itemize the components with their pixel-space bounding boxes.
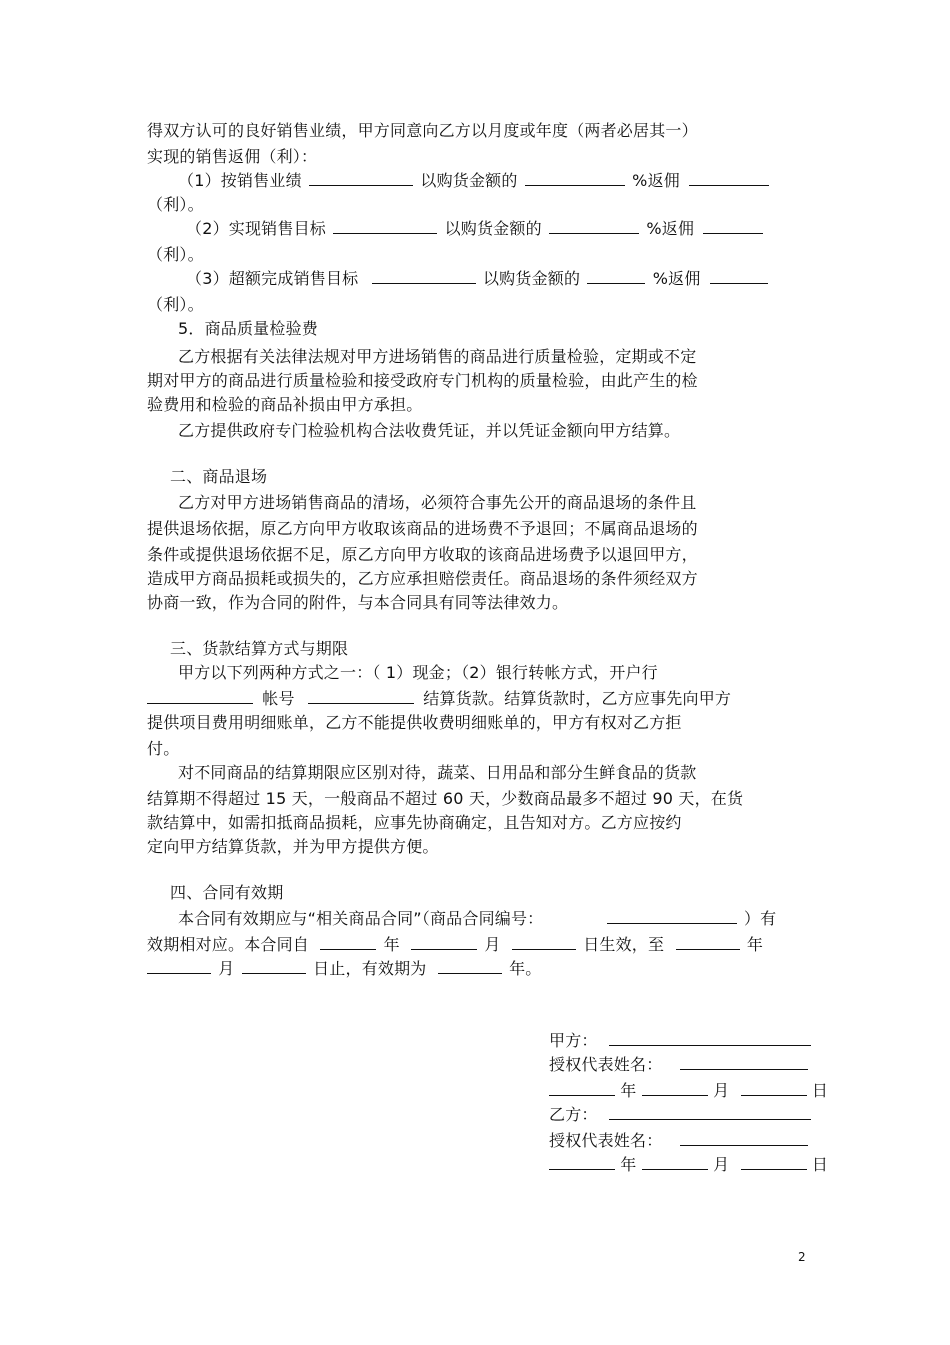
validity-line-1 xyxy=(178,908,776,930)
blank-sales-amount-1[interactable] xyxy=(309,170,413,186)
validity-line-2 xyxy=(147,934,763,956)
quality-p1-line-3: 验费用和检验的商品补损由甲方承担。 xyxy=(147,395,423,414)
blank-end-day[interactable] xyxy=(242,958,306,974)
returns-intro-line-1: 得双方认可的良好销售业绩，甲方同意向乙方以月度或年度（两者必居其一） xyxy=(147,121,698,140)
returns-intro-line-2: 实现的销售返佣（利）： xyxy=(147,147,318,166)
validity-years-label: 年。 xyxy=(509,959,542,978)
blank-party-b[interactable] xyxy=(609,1104,811,1120)
signature-date-b xyxy=(549,1154,828,1176)
blank-date-a-day[interactable] xyxy=(741,1080,807,1096)
date-a-year-label: 年 xyxy=(620,1081,637,1100)
blank-rebate-3[interactable] xyxy=(710,268,768,284)
blank-percent-1[interactable] xyxy=(525,170,625,186)
blank-date-b-day[interactable] xyxy=(741,1154,807,1170)
exit-line-1: 乙方对甲方进场销售商品的清场，必须符合事先公开的商品退场的条件且 xyxy=(178,493,697,512)
page-number: 2 xyxy=(798,1250,806,1264)
blank-start-month[interactable] xyxy=(411,934,477,950)
rep-a-label: 授权代表姓名： xyxy=(549,1055,663,1074)
returns-item-1 xyxy=(178,170,769,192)
returns-item-2 xyxy=(186,218,763,240)
payment-heading: 三、货款结算方式与期限 xyxy=(170,639,349,658)
returns-item-3-percent: %返佣 xyxy=(652,269,701,288)
validity-start-day-label: 日生效，至 xyxy=(583,935,665,954)
payment-account-label: 帐号 xyxy=(262,689,295,708)
signature-party-a xyxy=(549,1030,811,1052)
returns-item-1-end: （利）。 xyxy=(147,195,204,214)
validity-line-3 xyxy=(147,958,542,980)
exit-heading: 二、商品退场 xyxy=(170,467,268,486)
validity-line-2-text: 效期相对应。本合同自 xyxy=(147,935,310,954)
validity-end-day-label: 日止，有效期为 xyxy=(313,959,427,978)
blank-percent-2[interactable] xyxy=(549,218,639,234)
exit-line-2: 提供退场依据，原乙方向甲方收取该商品的进场费不予退回；不属商品退场的 xyxy=(147,519,698,538)
validity-start-year-label: 年 xyxy=(383,935,400,954)
blank-party-a[interactable] xyxy=(609,1030,811,1046)
payment-p2-line-4: 定向甲方结算货款，并为甲方提供方便。 xyxy=(147,837,439,856)
rep-b-label: 授权代表姓名： xyxy=(549,1131,663,1150)
exit-line-3: 条件或提供退场依据不足，原乙方向甲方收取的该商品进场费予以退回甲方， xyxy=(147,545,698,564)
validity-end-month-label: 月 xyxy=(218,959,235,978)
payment-p1-line-4: 付。 xyxy=(147,739,180,758)
signature-party-b xyxy=(549,1104,811,1126)
blank-rebate-1[interactable] xyxy=(689,170,769,186)
validity-heading: 四、合同有效期 xyxy=(170,883,284,902)
blank-bank-name[interactable] xyxy=(147,688,253,704)
returns-item-3-label: （3）超额完成销售目标 xyxy=(186,269,359,288)
date-b-month-label: 月 xyxy=(713,1155,730,1174)
blank-date-b-month[interactable] xyxy=(642,1154,708,1170)
blank-contract-number[interactable] xyxy=(607,908,737,924)
party-a-label: 甲方： xyxy=(549,1031,598,1050)
blank-percent-3[interactable] xyxy=(587,268,645,284)
blank-date-a-month[interactable] xyxy=(642,1080,708,1096)
blank-start-day[interactable] xyxy=(512,934,576,950)
payment-p1-line-3: 提供项目费用明细账单，乙方不能提供收费明细账单的，甲方有权对乙方拒 xyxy=(147,713,682,732)
blank-sales-target-2[interactable] xyxy=(333,218,437,234)
returns-item-2-ratio-label: 以购货金额的 xyxy=(444,219,542,238)
quality-heading: 5．商品质量检验费 xyxy=(178,319,318,338)
returns-item-1-percent: %返佣 xyxy=(632,171,680,190)
blank-date-a-year[interactable] xyxy=(549,1080,615,1096)
signature-date-a xyxy=(549,1080,828,1102)
returns-item-3 xyxy=(186,268,768,290)
party-b-label: 乙方： xyxy=(549,1105,598,1124)
date-a-day-label: 日 xyxy=(811,1081,829,1100)
payment-p1-line-1: 甲方以下列两种方式之一：（ 1）现金；（2）银行转帐方式，开户行 xyxy=(178,663,658,682)
signature-rep-a xyxy=(549,1054,808,1076)
blank-rep-b-name[interactable] xyxy=(680,1130,808,1146)
exit-line-4: 造成甲方商品损耗或损失的，乙方应承担赔偿责任。商品退场的条件须经双方 xyxy=(147,569,698,588)
returns-item-1-ratio-label: 以购货金额的 xyxy=(420,171,518,190)
exit-line-5: 协商一致，作为合同的附件，与本合同具有同等法律效力。 xyxy=(147,593,569,612)
returns-item-2-end: （利）。 xyxy=(147,245,204,264)
validity-line-1-text: 本合同有效期应与“相关商品合同”（商品合同编号： xyxy=(178,909,544,928)
blank-end-year[interactable] xyxy=(676,934,740,950)
quality-p1-line-2: 期对甲方的商品进行质量检验和接受政府专门机构的质量检验，由此产生的检 xyxy=(147,371,698,390)
blank-start-year[interactable] xyxy=(320,934,376,950)
date-b-year-label: 年 xyxy=(620,1155,637,1174)
returns-item-1-label: （1）按销售业绩 xyxy=(178,171,302,190)
date-a-month-label: 月 xyxy=(713,1081,730,1100)
quality-p1-line-1: 乙方根据有关法律法规对甲方进场销售的商品进行质量检验，定期或不定 xyxy=(178,347,697,366)
validity-start-month-label: 月 xyxy=(484,935,501,954)
payment-p2-line-2: 结算期不得超过 15 天，一般商品不超过 60 天，少数商品最多不超过 90 天，在货 xyxy=(147,789,744,808)
quality-p2-line-1: 乙方提供政府专门检验机构合法收费凭证，并以凭证金额向甲方结算。 xyxy=(178,421,681,440)
validity-end-year-label: 年 xyxy=(746,935,764,954)
blank-account-number[interactable] xyxy=(308,688,414,704)
payment-p2-line-3: 款结算中，如需扣抵商品损耗，应事先协商确定，且告知对方。乙方应按约 xyxy=(147,813,682,832)
returns-item-3-end: （利）。 xyxy=(147,295,204,314)
returns-item-3-ratio-label: 以购货金额的 xyxy=(482,269,581,288)
blank-rebate-2[interactable] xyxy=(703,218,763,234)
returns-item-2-percent: %返佣 xyxy=(646,219,695,238)
validity-line-1-close: ）有 xyxy=(743,909,777,928)
blank-rep-a-name[interactable] xyxy=(680,1054,808,1070)
blank-valid-years[interactable] xyxy=(438,958,502,974)
payment-settle-text: 结算货款。结算货款时，乙方应事先向甲方 xyxy=(423,689,732,708)
returns-item-2-label: （2）实现销售目标 xyxy=(186,219,326,238)
signature-rep-b xyxy=(549,1130,808,1152)
date-b-day-label: 日 xyxy=(811,1155,829,1174)
blank-end-month[interactable] xyxy=(147,958,211,974)
payment-p2-line-1: 对不同商品的结算期限应区别对待，蔬菜、日用品和部分生鲜食品的货款 xyxy=(178,763,697,782)
blank-exceed-target-3[interactable] xyxy=(372,268,476,284)
payment-p1-line-2 xyxy=(147,688,731,710)
blank-date-b-year[interactable] xyxy=(549,1154,615,1170)
